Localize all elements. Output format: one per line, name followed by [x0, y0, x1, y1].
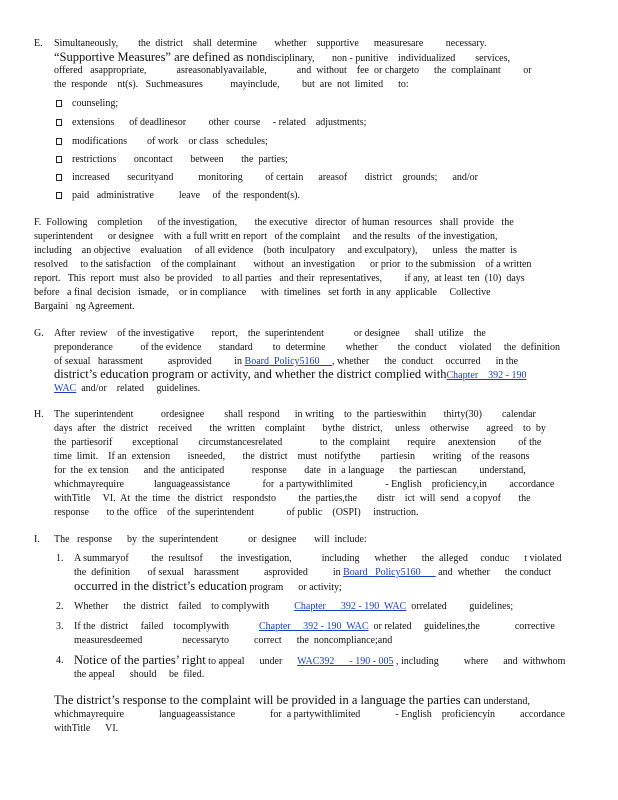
list-item: paid administrative leave of the respondent(s).: [72, 190, 300, 201]
section-i-label: I.: [34, 534, 40, 545]
item-2-rest: orrelated guidelines;: [406, 601, 514, 612]
section-g-line-5-rest: and/or related guidelines.: [76, 383, 201, 394]
item-number: 3.: [56, 621, 64, 632]
item-number: 2.: [56, 601, 64, 612]
section-f-line: Bargaini ng Agreement.: [34, 301, 135, 312]
chapter-392-190-wac-link[interactable]: Chapter 392 - 190 WAC: [294, 601, 407, 612]
section-e-line-3: offered asappropriate, asreasonablyavailable, and without fee or chargeto the complainant or: [54, 65, 532, 76]
board-policy-5160-link[interactable]: Board Policy5160: [244, 356, 333, 367]
section-h-line: withTitle VI. At the time the district respondsto the parties,the distr ict will send a copyof the: [54, 493, 531, 504]
item-1-line-2: [74, 567, 551, 579]
item-1-line-2-text: the definition of sexual harassment asprovided in: [74, 567, 344, 578]
section-f-line: superintendent or designee with a full writt en report of the complaint and the results of the investigation,: [34, 231, 498, 242]
list-item: restrictions oncontact between the parties;: [72, 154, 288, 165]
bullet-box-icon: [56, 174, 62, 181]
section-e-line-2-rest: disciplinary, non - punitive individualized services,: [265, 53, 510, 64]
section-f-line: F. Following completion of the investigation, the executive director of human resources shall provide the: [34, 217, 514, 228]
item-3-line-2: measuresdeemed necessaryto correct the noncompliance;and: [74, 635, 393, 646]
item-number: 1.: [56, 553, 64, 564]
section-g-label: G.: [34, 328, 44, 339]
section-g-line-1: After review of the investigative report, the superintendent or designee shall utilize the: [54, 328, 486, 339]
chapter-392-190-wac-link[interactable]: Chapter 392 - 190 WAC: [258, 621, 369, 632]
wac-link[interactable]: WAC: [54, 383, 77, 394]
item-2-text: Whether the district failed to complywith: [74, 601, 295, 612]
section-e-line-1: Simultaneously, the district shall determine whether supportive measuresare necessary.: [54, 38, 487, 49]
section-h-line: response to the office of the superintendent of public (OSPI) instruction.: [54, 507, 419, 518]
chapter-392-190-link[interactable]: Chapter 392 - 190: [446, 370, 527, 381]
section-e-label: E.: [34, 38, 43, 49]
section-f-line: report. This report must also be provided to all parties and their representatives, if any, at least ten (10) days: [34, 273, 525, 284]
wac-392-190-005-link[interactable]: WAC392 - 190 - 005: [297, 656, 394, 667]
bullet-box-icon: [56, 119, 62, 126]
final-line-1: [54, 693, 530, 708]
section-h-line: the partiesorif exceptional circumstancesrelated to the complaint require anextension of the: [54, 437, 542, 448]
item-4-rest: , including where and withwhom: [393, 656, 566, 667]
item-1-emphasis: occurred in the district’s education: [74, 579, 247, 593]
section-h-line: time limit. If an extension isneeded, the district must notifythe partiesin writing of the reasons: [54, 451, 530, 462]
final-line-3: withTitle VI.: [54, 723, 119, 734]
item-4-line-1: [74, 653, 565, 668]
list-item: modifications of work or class schedules;: [72, 136, 268, 147]
section-e-line-2: [54, 50, 510, 65]
item-2-line: [74, 601, 513, 613]
bullet-box-icon: [56, 192, 62, 199]
item-1-line-3-rest: program or activity;: [246, 582, 342, 593]
section-g-line-2: preponderance of the evidence standard to determine whether the conduct violated the definition: [54, 342, 560, 353]
section-h-line: The superintendent ordesignee shall respond in writing to the partieswithin thirty(30) calendar: [54, 409, 536, 420]
section-h-label: H.: [34, 409, 44, 420]
final-line-2: whichmayrequire languageassistance for a partywithlimited - English proficiencyin accordance: [54, 709, 565, 720]
section-g-line-3-rest: , whether the conduct occurred in the: [332, 356, 519, 367]
item-3-line-1: [74, 621, 555, 633]
section-f-line: resolved to the satisfaction of the complainant without an investigation or prior to the submission of a written: [34, 259, 532, 270]
section-g-line-3-text: of sexual harassment asprovided in: [54, 356, 245, 367]
item-3-rest: or related guidelines,the corrective: [368, 621, 555, 632]
final-line-1-rest: understand,: [480, 696, 530, 707]
section-g-line-4: [54, 367, 527, 382]
section-g-emphasis: district’s education program or activity, and whether the district complied with: [54, 367, 447, 381]
item-1-line-1: A summaryof the resultsof the investigation, including whether the alleged conduc t violated: [74, 553, 562, 564]
section-f-line: including an objective evaluation of all evidence (both inculpatory and exculpatory), unless the matter is: [34, 245, 517, 256]
item-1-line-2-rest: and whether the conduct: [435, 567, 552, 578]
section-g-line-5: [54, 383, 200, 395]
item-4-emphasis: Notice of the parties’ right: [74, 653, 206, 667]
board-policy-5160-link[interactable]: Board Policy5160: [343, 567, 436, 578]
section-h-line: whichmayrequire languageassistance for a partywithlimited - English proficiency,in accordance: [54, 479, 555, 490]
list-item: counseling;: [72, 98, 119, 109]
bullet-box-icon: [56, 100, 62, 107]
item-1-line-3: [74, 579, 342, 594]
section-h-line: for the ex tension and the anticipated response date in a language the partiescan understand,: [54, 465, 526, 476]
item-4-text: to appeal under: [205, 656, 298, 667]
bullet-box-icon: [56, 156, 62, 163]
item-4-line-2: the appeal should be filed.: [74, 669, 205, 680]
section-i-intro: The response by the superintendent or designee will include:: [54, 534, 367, 545]
final-emphasis: The district’s response to the complaint will be provided in a language the parties can: [54, 693, 481, 707]
section-h-line: days after the district received the written complaint bythe district, unless otherwise agreed to by: [54, 423, 546, 434]
list-item: increased securityand monitoring of certain areasof district grounds; and/or: [72, 172, 479, 183]
section-e-line-4: the responde nt(s). Suchmeasures mayinclude, but are not limited to:: [54, 79, 409, 90]
item-number: 4.: [56, 655, 64, 666]
item-3-text: If the district failed tocomplywith: [74, 621, 259, 632]
list-item: extensions of deadlinesor other course - related adjustments;: [72, 117, 367, 128]
bullet-box-icon: [56, 138, 62, 145]
supportive-measures-heading: “Supportive Measures” are defined as non: [54, 50, 266, 64]
section-f-line: before a final decision ismade, or in compliance with timelines set forth in any applicable Collective: [34, 287, 491, 298]
